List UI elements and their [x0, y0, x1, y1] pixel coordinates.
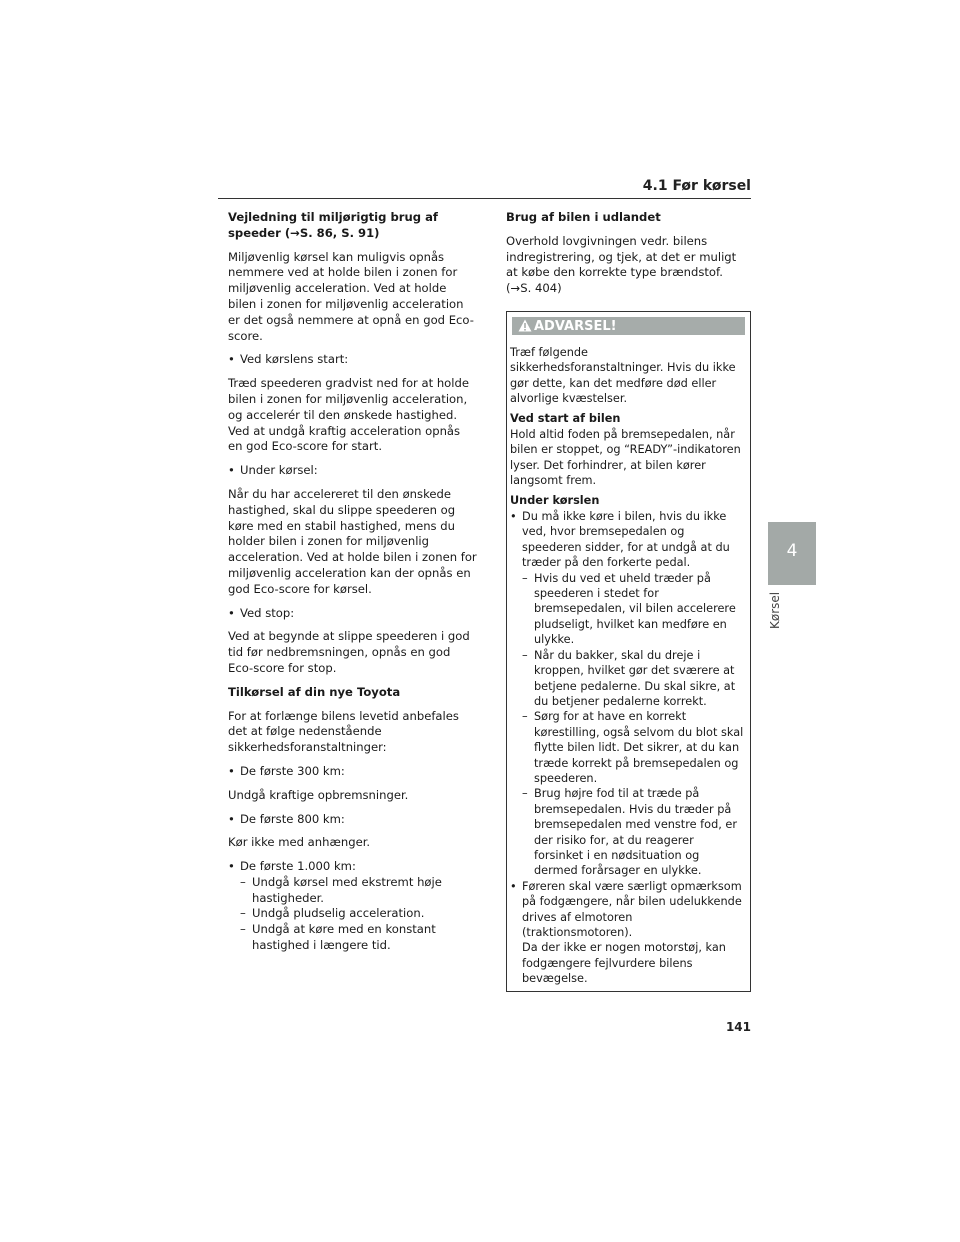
chapter-label [760, 591, 820, 635]
warning-sub-item: – Brug højre fod til at træde på bremsepedalen. Hvis du træder på bremsepedalen med venstre fod, er der risiko for, at du reagerer forsinket i en nødsituation og dermed forårsager en ulykke. [522, 786, 744, 878]
paragraph: For at forlænge bilens levetid anbefales det at følge nedenstående sikkerhedsforanstaltninger: [228, 708, 459, 755]
left-column [228, 210, 478, 954]
chapter-tab [768, 522, 816, 585]
sub-list [240, 875, 478, 954]
paragraph: Træd speederen gradvist ned for at holde bilen i zonen for miljøvenlig acceleration, og accelerér til den ønskede hastighed. Ved at undgå kraftig acceleration opnås en god Eco-score for start. [228, 376, 469, 454]
bullet-item: • De første 300 km: [228, 764, 478, 780]
bullet-item: • Ved stop: [228, 606, 478, 622]
heading-eco-guide: Vejledning til miljørigtig brug af speeder (→S. 86, S. 91) [228, 210, 438, 240]
bullet-item: • Ved kørslens start: [228, 352, 478, 368]
paragraph: Overhold lovgivningen vedr. bilens indregistrering, og tjek, at det er muligt at købe den korrekte type brændstof. (→S. 404) [506, 233, 737, 296]
warning-box [506, 311, 751, 992]
warning-bullet: • Du må ikke køre i bilen, hvis du ikke ved, hvor bremsepedalen og speederen sidder, for at undgå at du træder på den forkerte pedal. [510, 509, 744, 571]
warning-paragraph: Hold altid foden på bremsepedalen, når bilen er stoppet, og “READY”-indikatoren lyser. Det forhindrer, at bilen kører langsomt frem. [510, 428, 741, 488]
warning-sub-item: – Når du bakker, skal du dreje i kroppen, hvilket gør det sværere at betjene pedalerne. Du skal sikre, at du betjener pedalerne korrekt. [522, 648, 744, 710]
warning-subheading: Ved start af bilen [510, 411, 621, 425]
paragraph: Miljøvenlig kørsel kan muligvis opnås nemmere ved at holde bilen i zonen for miljøvenlig acceleration. Ved at holde bilen i zonen for miljøvenlig acceleration er det også nemmere at opnå en god Eco-score. [228, 249, 474, 343]
sub-item: – Undgå at køre med en konstant hastighed i længere tid. [240, 922, 478, 954]
warning-bullet [510, 879, 744, 987]
warning-sub-item: – Sørg for at have en korrekt kørestilling, også selvom du blot skal flytte bilen lidt. Det sikrer, at du kan træde korrekt på bremsepedalen og speederen. [522, 709, 744, 786]
sub-item: – Undgå pludselig acceleration. [240, 906, 478, 922]
warning-body [507, 345, 750, 987]
warning-subheading: Under kørslen [510, 493, 600, 507]
page-number: 141 [725, 1020, 751, 1034]
section-header: 4.1 Før kørsel [642, 178, 751, 194]
chapter-number: 4 [786, 541, 798, 561]
chapter-label-text: Kørsel [768, 591, 782, 629]
warning-bullet-text: • Føreren skal være særligt opmærksom på fodgængere, når bilen udelukkende drives af elmotoren (traktionsmotoren). [522, 879, 742, 940]
bullet-item: • De første 800 km: [228, 812, 478, 828]
paragraph: Ved at begynde at slippe speederen i god tid før nedbremsningen, opnås en god Eco-score for stop. [228, 629, 470, 675]
warning-bullet-text: Da der ikke er nogen motorstøj, kan fodgængere fejlvurdere bilens bevægelse. [522, 941, 726, 986]
paragraph: Kør ikke med anhænger. [228, 835, 371, 850]
warning-intro: Træf følgende sikkerhedsforanstaltninger. Hvis du ikke gør dette, kan det medføre død eller alvorlige kvæstelser. [510, 345, 736, 406]
warning-title: ADVARSEL! [534, 318, 617, 334]
heading-break-in: Tilkørsel af din nye Toyota [228, 684, 401, 699]
paragraph: Undgå kraftige opbremsninger. [228, 787, 409, 802]
sub-item: – Undgå kørsel med ekstremt høje hastigheder. [240, 875, 478, 907]
warning-sub-item: – Hvis du ved et uheld træder på speederen i stedet for bremsepedalen, vil bilen accelerere pludseligt, hvilket kan medføre en ulykke. [522, 571, 744, 648]
bullet-item: • Under kørsel: [228, 463, 478, 479]
warning-header [512, 317, 745, 335]
warning-triangle-icon [518, 319, 532, 332]
right-column [506, 210, 751, 992]
header-divider [218, 198, 751, 199]
heading-abroad: Brug af bilen i udlandet [506, 210, 661, 224]
bullet-item: • De første 1.000 km: [228, 859, 478, 875]
paragraph: Når du har accelereret til den ønskede hastighed, skal du slippe speederen og køre med en stabil hastighed, mens du holder bilen i zonen for miljøvenlig acceleration. Ved at holde bilen i zonen for miljøvenlig acceleration kan der opnås en god Eco-score for kørsel. [228, 486, 477, 596]
